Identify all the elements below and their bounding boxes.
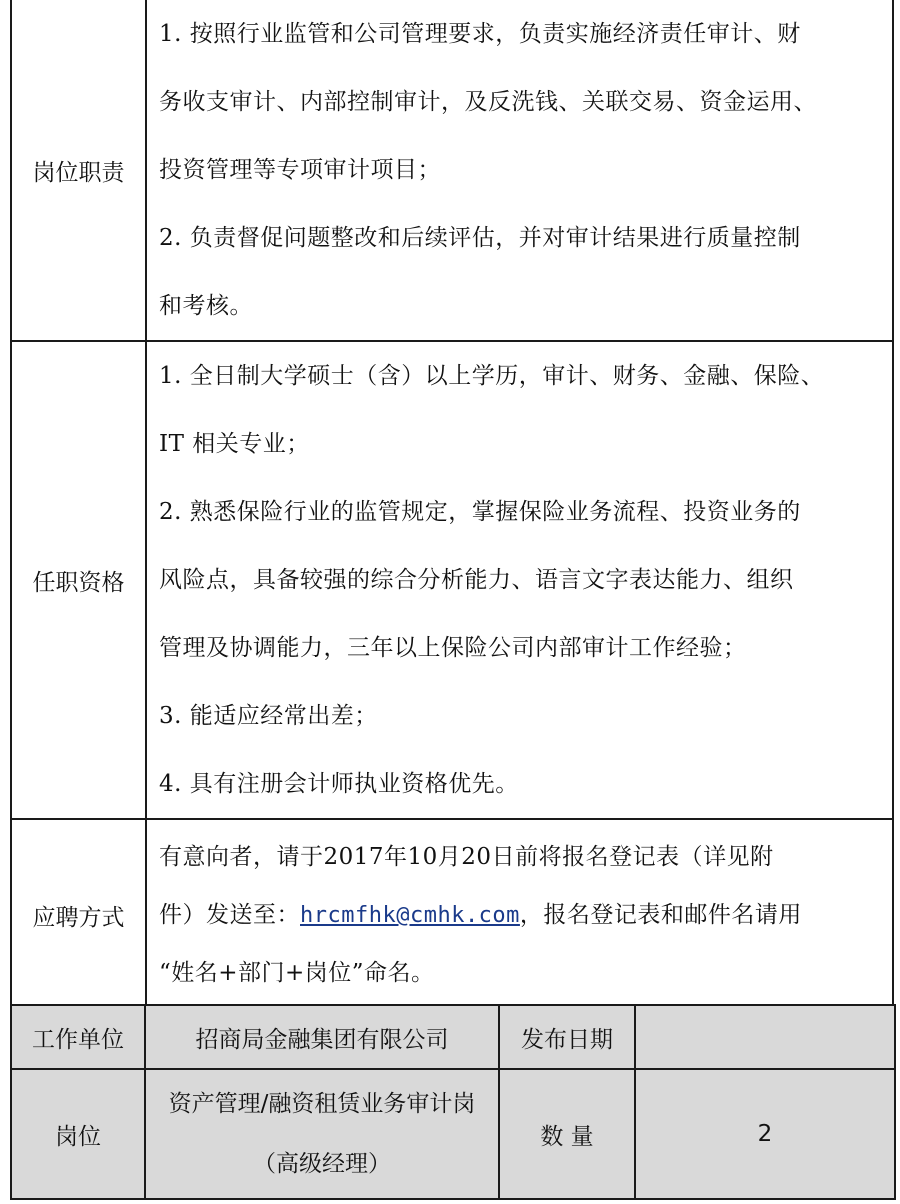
duties-label: 岗位职责	[11, 0, 146, 341]
qualifications-label: 任职资格	[11, 341, 146, 819]
qualifications-row	[11, 341, 893, 819]
quantity-value: 2	[635, 1069, 895, 1199]
position-row	[11, 1069, 895, 1199]
employer-value: 招商局金融集团有限公司	[145, 1005, 499, 1069]
qualification-line: 管理及协调能力，三年以上保险公司内部审计工作经验；	[159, 635, 747, 661]
qualification-line: 3. 能适应经常出差；	[159, 703, 378, 729]
duties-line: 投资管理等专项审计项目；	[159, 157, 441, 183]
publish-date-value	[635, 1005, 895, 1069]
duties-content	[146, 0, 893, 341]
application-content	[146, 819, 893, 1011]
application-label: 应聘方式	[11, 819, 146, 1011]
position-value	[145, 1069, 499, 1199]
application-line-2-suffix: ，报名登记表和邮件名请用	[519, 902, 802, 928]
duties-line: 2. 负责督促问题整改和后续评估，并对审计结果进行质量控制	[159, 225, 801, 251]
quantity-label: 数 量	[499, 1069, 635, 1199]
application-row	[11, 819, 893, 1011]
publish-date-label: 发布日期	[499, 1005, 635, 1069]
position-table	[10, 1004, 896, 1200]
qualification-line: 4. 具有注册会计师执业资格优先。	[159, 771, 519, 797]
employer-label: 工作单位	[11, 1005, 145, 1069]
qualification-line: 风险点，具备较强的综合分析能力、语言文字表达能力、组织	[159, 567, 794, 593]
position-level: （高级经理）	[253, 1151, 391, 1177]
email-link[interactable]: hrcmfhk@cmhk.com	[300, 903, 520, 928]
qualification-line: 2. 熟悉保险行业的监管规定，掌握保险业务流程、投资业务的	[159, 499, 801, 525]
application-line-2-prefix: 件）发送至：	[159, 902, 300, 928]
application-line-2	[159, 886, 886, 944]
duties-line: 1. 按照行业监管和公司管理要求，负责实施经济责任审计、财	[159, 21, 801, 47]
duties-row	[11, 0, 893, 341]
qualification-line: 1. 全日制大学硕士（含）以上学历，审计、财务、金融、保险、	[159, 363, 825, 389]
duties-line: 务收支审计、内部控制审计，及反洗钱、关联交易、资金运用、	[159, 89, 817, 115]
requirements-table	[10, 0, 894, 1012]
position-label: 岗位	[11, 1069, 145, 1199]
employer-row	[11, 1005, 895, 1069]
application-line-1: 有意向者，请于2017年10月20日前将报名登记表（详见附	[159, 844, 774, 870]
duties-line: 和考核。	[159, 293, 253, 319]
position-title: 资产管理/融资租赁业务审计岗	[168, 1091, 476, 1117]
application-line-3: “姓名+部门+岗位”命名。	[159, 960, 435, 986]
qualifications-content	[146, 341, 893, 819]
qualification-line: IT 相关专业；	[159, 431, 310, 457]
